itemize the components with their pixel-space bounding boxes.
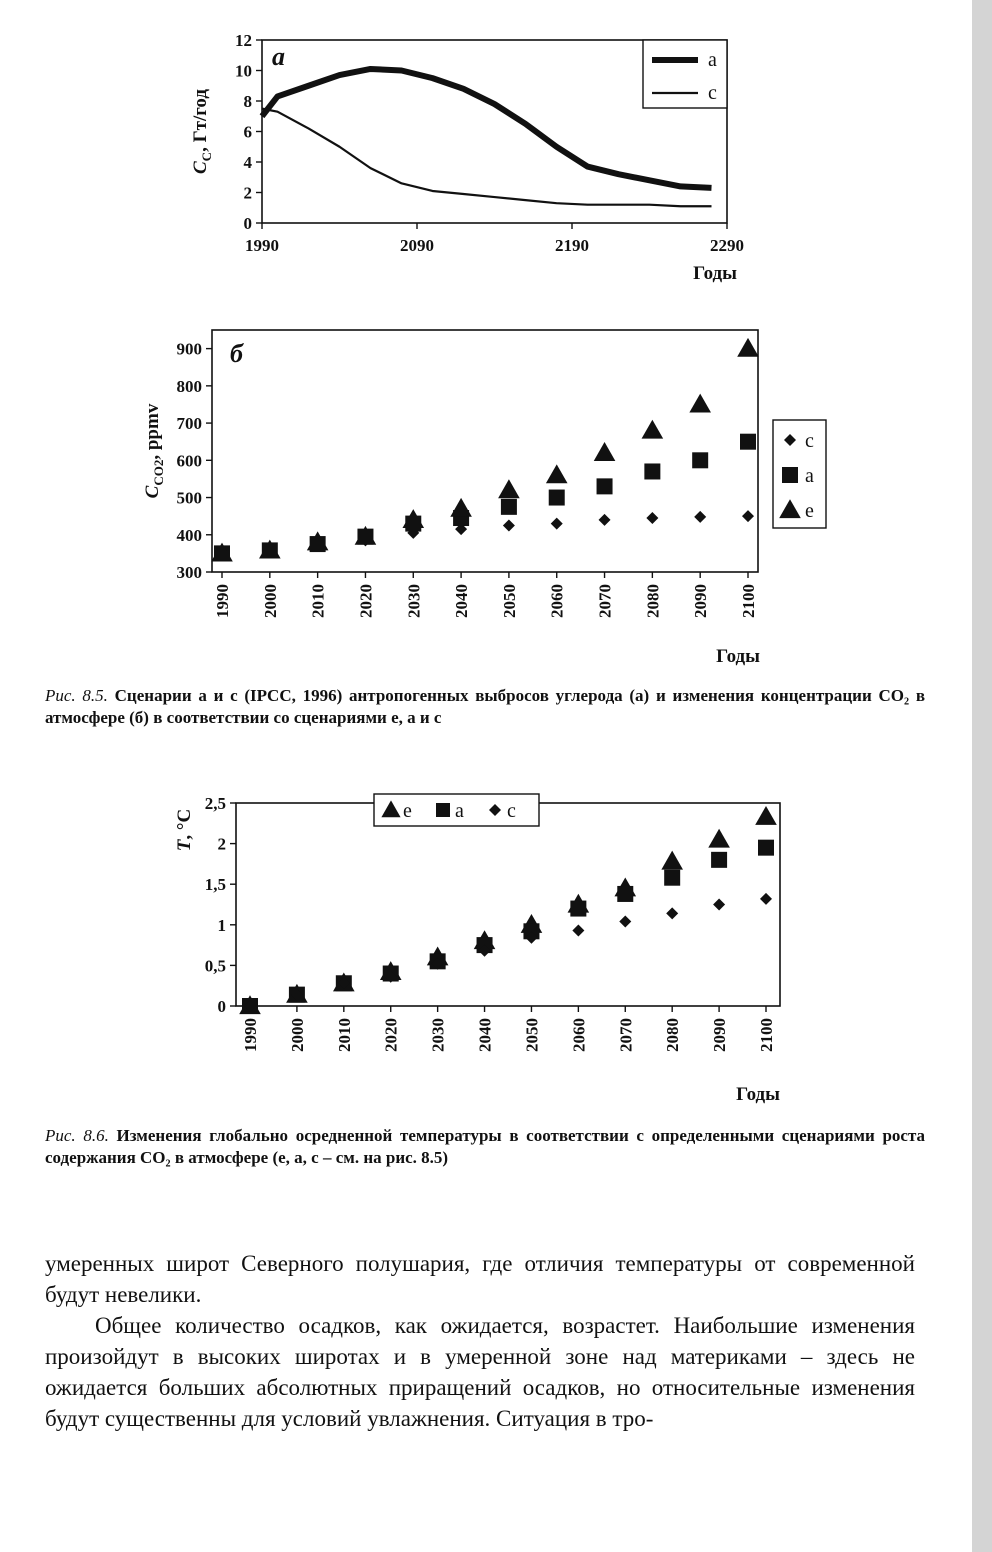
data-point-c	[551, 518, 563, 530]
chart-emissions	[0, 0, 992, 300]
data-point-c	[599, 514, 611, 526]
caption-prefix: Рис. 8.6.	[45, 1126, 109, 1145]
y-tick-label: 10	[235, 61, 252, 81]
data-point-e	[498, 479, 520, 498]
y-tick-label: 800	[176, 376, 202, 396]
x-tick-label: 2050	[522, 1018, 542, 1052]
data-point-c	[503, 519, 515, 531]
y-tick-label: 700	[176, 414, 202, 434]
data-point-a	[549, 490, 565, 506]
x-tick-label: 2080	[663, 1018, 683, 1052]
legend-marker-a	[436, 803, 450, 817]
x-tick-label: 2070	[616, 1018, 636, 1052]
y-tick-label: 500	[176, 488, 202, 508]
y-tick-label: 2	[243, 183, 252, 203]
legend-box	[773, 420, 826, 528]
y-tick-label: 1,5	[204, 875, 226, 895]
legend-label: a	[805, 465, 814, 487]
caption-prefix: Рис. 8.5.	[45, 686, 108, 705]
data-point-a	[501, 499, 517, 515]
body-text	[45, 1248, 915, 1434]
data-point-c	[713, 899, 725, 911]
x-tick-label: 2000	[260, 584, 280, 618]
x-tick-label: 2000	[287, 1018, 307, 1052]
x-tick-label: 1990	[241, 1018, 260, 1052]
legend-label: e	[403, 800, 412, 822]
y-tick-label: 4	[243, 153, 252, 172]
data-point-e	[689, 394, 711, 413]
x-tick-label: 2060	[547, 584, 567, 618]
data-point-c	[666, 907, 678, 919]
paragraph: Общее количество осадков, как ожидается, возрастет. Наибольшие изменения произойдут в высоких широтах и в умеренной зоне над материками – здесь не ожидается больших абсолютных приращений осадков, но относительные изменения будут существенны для условий увлажнения. Ситуация в тро-	[45, 1313, 915, 1431]
data-point-e	[737, 338, 759, 357]
x-tick-label: 1990	[213, 584, 232, 618]
y-tick-label: 0,5	[204, 956, 226, 976]
x-tick-label: 2020	[356, 584, 376, 618]
data-point-e	[755, 806, 777, 825]
figure-caption-8-5	[45, 685, 925, 729]
x-axis-label: Годы	[736, 1084, 780, 1105]
legend-label: c	[507, 800, 516, 822]
x-tick-label: 2290	[710, 236, 744, 255]
data-point-c	[646, 512, 658, 524]
legend-label: c	[708, 82, 717, 104]
caption-text: Сценарии а и с (IPCC, 1996) антропогенных выбросов углерода (а) и изменения концентрации CO₂ в атмосфере (б) в соответствии со сценариями е, а и с	[45, 686, 925, 727]
chart-co2-concentration	[0, 300, 992, 680]
x-tick-label: 1990	[245, 236, 279, 255]
y-tick-label: 0	[243, 214, 252, 233]
data-point-a	[711, 852, 727, 868]
x-tick-label: 2040	[452, 584, 472, 618]
x-tick-label: 2050	[499, 584, 519, 618]
x-tick-label: 2040	[475, 1018, 495, 1052]
data-point-e	[546, 464, 568, 483]
x-axis-label: Годы	[693, 263, 737, 284]
data-point-a	[740, 434, 756, 450]
data-point-a	[644, 463, 660, 479]
x-tick-label: 2010	[334, 1018, 354, 1052]
x-tick-label: 2100	[739, 584, 758, 618]
figure-caption-8-6	[45, 1125, 925, 1169]
plot-frame	[212, 330, 758, 572]
panel-label: б	[230, 339, 243, 368]
x-axis-label: Годы	[716, 646, 760, 667]
legend-label: a	[708, 49, 717, 71]
x-tick-label: 2030	[404, 584, 424, 618]
y-tick-label: 1	[217, 915, 226, 935]
x-tick-label: 2080	[643, 584, 663, 618]
x-tick-label: 2100	[757, 1018, 776, 1052]
legend-label: a	[455, 800, 464, 822]
y-tick-label: 600	[176, 451, 202, 471]
caption-text: Изменения глобально осредненной температуры в соответствии с определенными сценариями роста содержания CO₂ в атмосфере (е, а, с – см. на рис. 8.5)	[45, 1126, 925, 1167]
data-point-a	[758, 840, 774, 856]
data-point-a	[597, 478, 613, 494]
x-tick-label: 2020	[381, 1018, 401, 1052]
y-axis-label: $C_{CO2}$, ppmv	[142, 403, 166, 499]
y-axis-label: T, °C	[174, 808, 195, 852]
y-tick-label: 400	[176, 525, 202, 545]
legend-marker-a	[782, 467, 798, 483]
data-point-e	[450, 498, 472, 517]
data-point-e	[708, 829, 730, 848]
y-axis-label: $C_C$, Гт/год	[190, 89, 214, 174]
y-tick-label: 900	[176, 339, 202, 359]
legend-label: e	[805, 500, 814, 522]
chart-temperature	[0, 780, 992, 1120]
x-tick-label: 2090	[691, 584, 711, 618]
y-tick-label: 0	[217, 997, 226, 1016]
plot-frame	[236, 803, 780, 1006]
series-line-c	[262, 109, 712, 207]
data-point-e	[661, 851, 683, 870]
data-point-c	[694, 511, 706, 523]
y-tick-label: 300	[176, 563, 202, 582]
legend-label: c	[805, 430, 814, 452]
y-tick-label: 6	[243, 122, 252, 142]
data-point-e	[642, 420, 664, 439]
x-tick-label: 2060	[569, 1018, 589, 1052]
data-point-a	[664, 870, 680, 886]
x-tick-label: 2010	[308, 584, 328, 618]
y-tick-label: 8	[243, 92, 252, 111]
x-tick-label: 2190	[555, 236, 589, 255]
data-point-c	[619, 916, 631, 928]
x-tick-label: 2030	[428, 1018, 448, 1052]
y-tick-label: 2	[217, 834, 226, 854]
data-point-c	[742, 510, 754, 522]
x-tick-label: 2090	[400, 236, 434, 255]
data-point-c	[760, 893, 772, 905]
y-tick-label: 2,5	[204, 794, 226, 813]
data-point-a	[617, 886, 633, 902]
data-point-e	[594, 442, 616, 461]
panel-label: a	[272, 42, 285, 71]
data-point-c	[572, 924, 584, 936]
data-point-a	[570, 901, 586, 917]
y-tick-label: 12	[235, 31, 252, 50]
x-tick-label: 2070	[595, 584, 615, 618]
x-tick-label: 2090	[710, 1018, 730, 1052]
data-point-a	[692, 452, 708, 468]
paragraph: умеренных широт Северного полушария, где отличия температуры от современной будут невелики.	[45, 1251, 915, 1307]
